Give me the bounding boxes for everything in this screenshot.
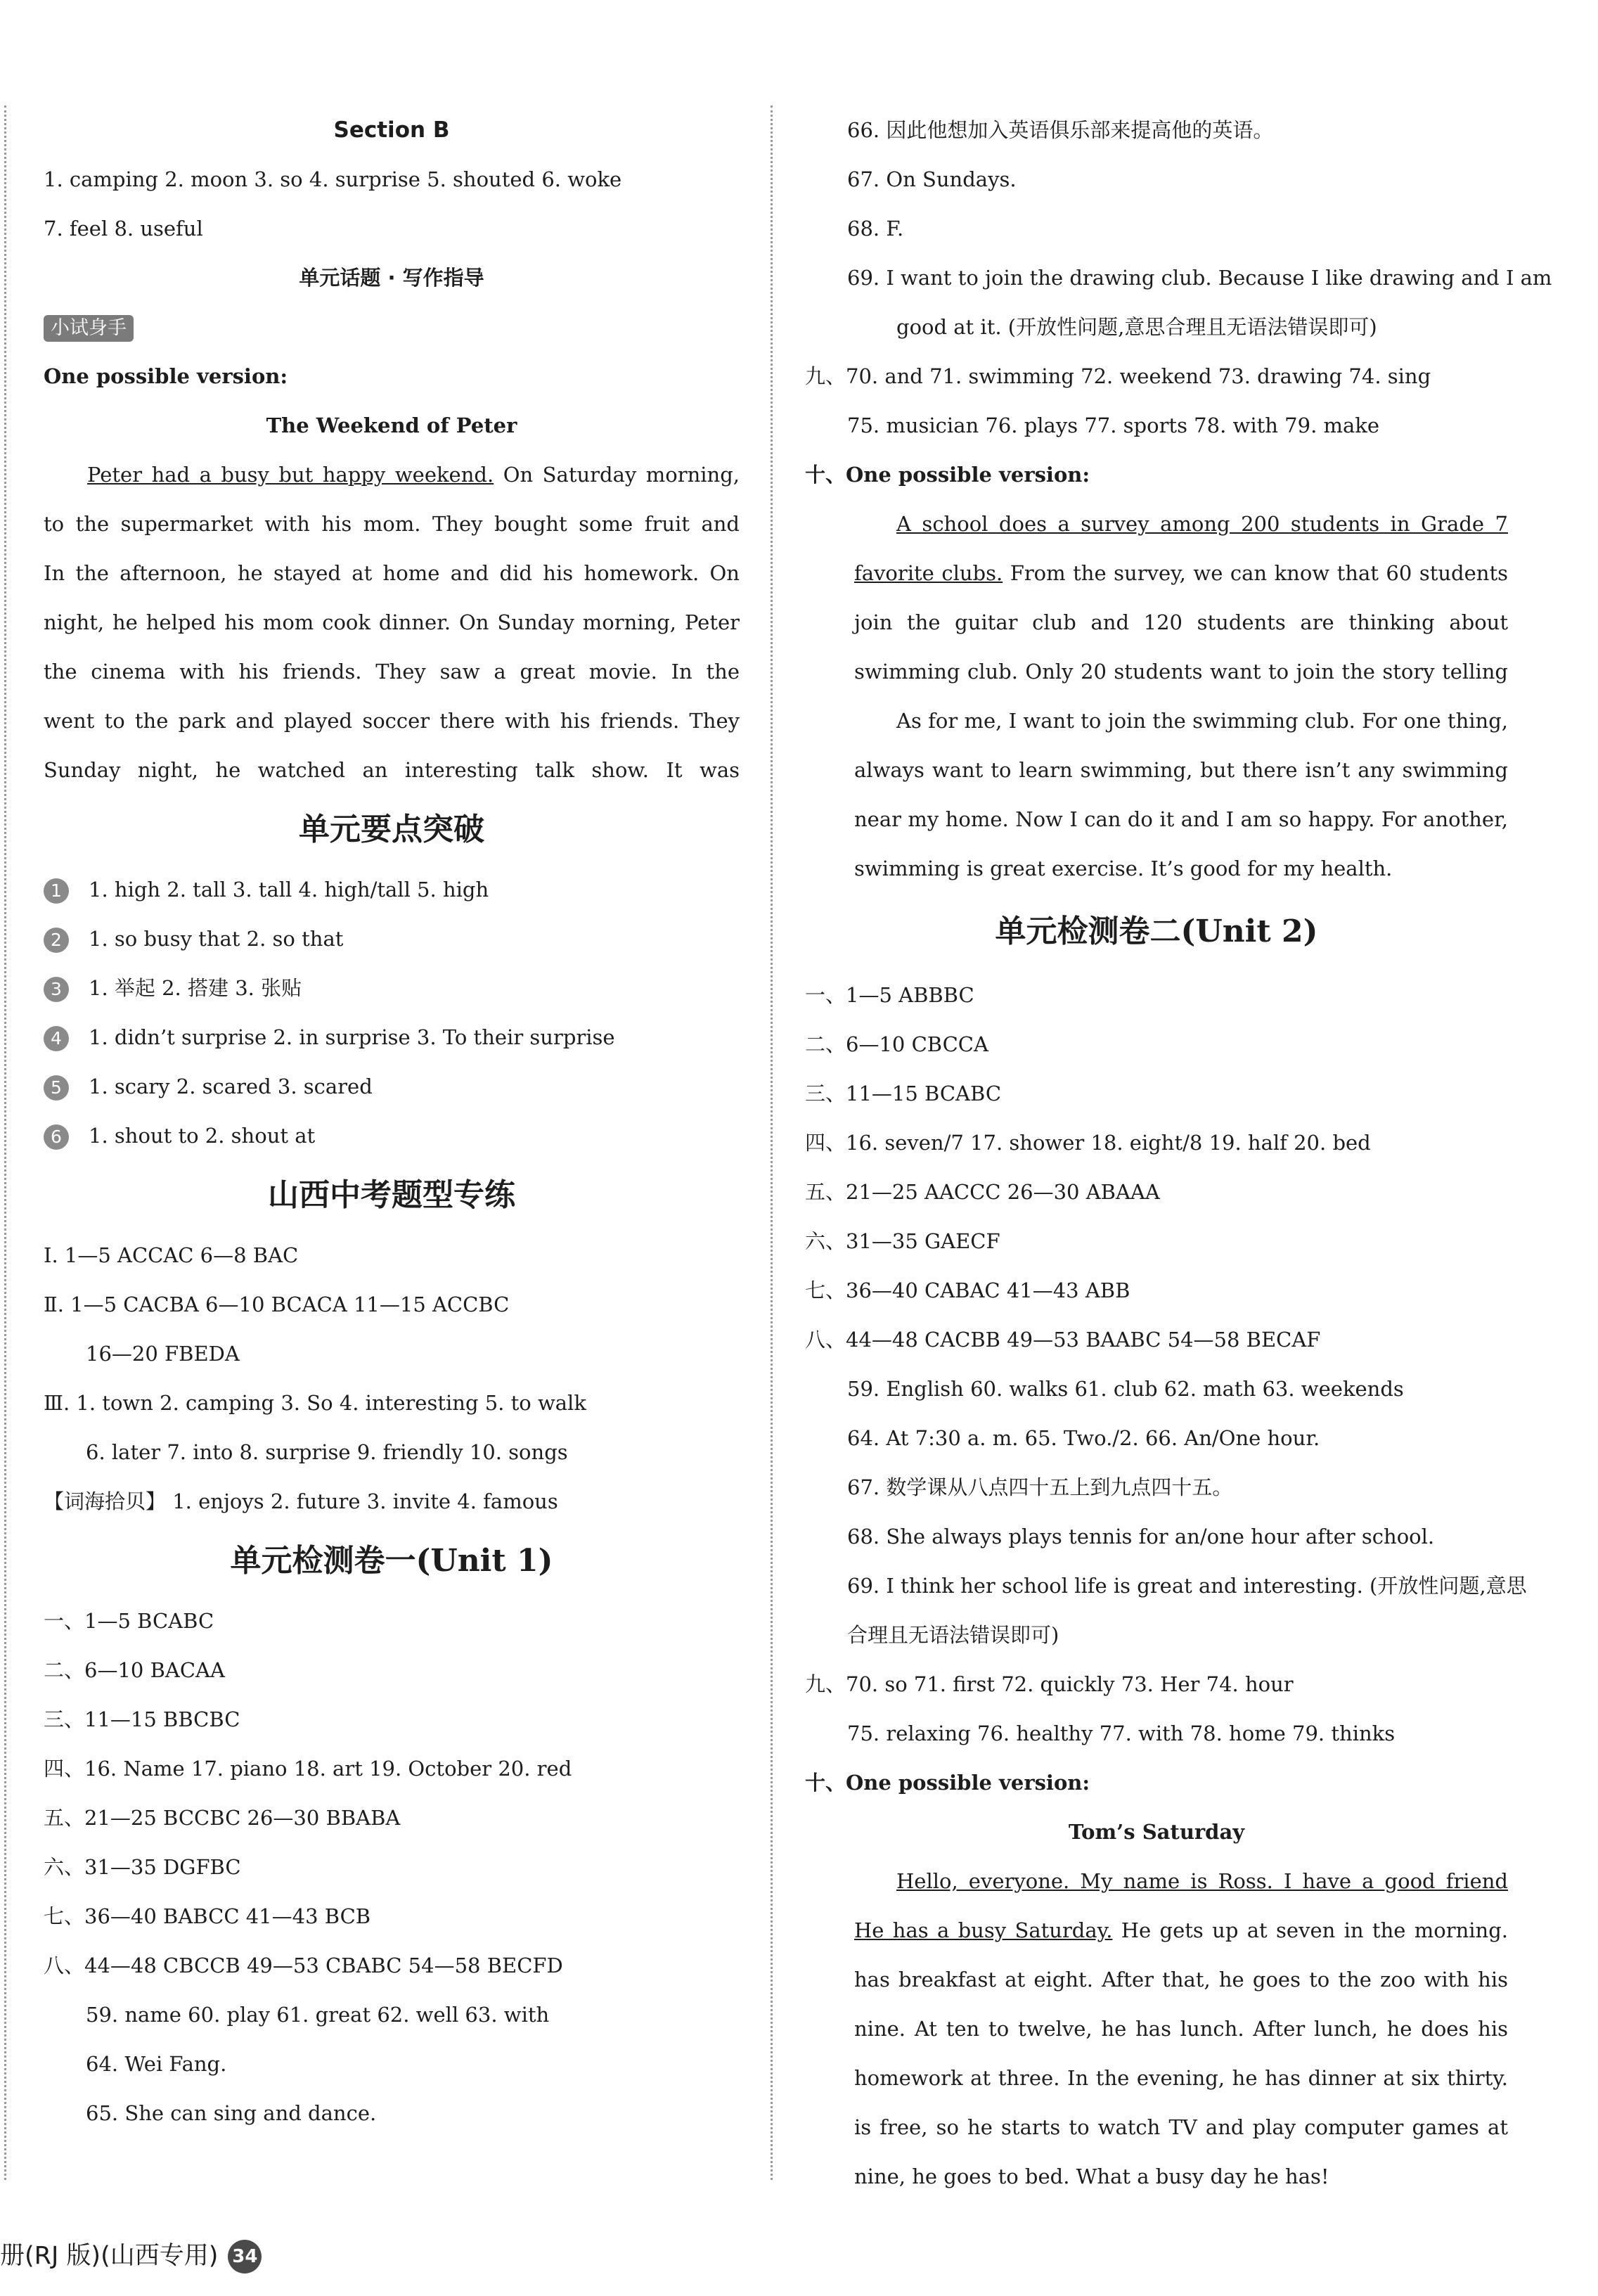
left-column bbox=[44, 105, 740, 2138]
answer-line: 75. musician 76. plays 77. sports 78. with 79. make bbox=[847, 413, 1380, 437]
answer-line: 一、1—5 ABBBC bbox=[805, 983, 974, 1007]
answer-line: 16—20 FBEDA bbox=[86, 1342, 240, 1366]
answer-line: 59. name 60. play 61. great 62. well 63. with bbox=[86, 2003, 550, 2027]
answer-line: 66. 因此他想加入英语俱乐部来提高他的英语。 bbox=[847, 118, 1274, 142]
answer-line: 六、31—35 DGFBC bbox=[44, 1855, 241, 1879]
answer-line: Ⅲ. 1. town 2. camping 3. So 4. interesting 5. to walk bbox=[44, 1391, 586, 1415]
answer-line: 65. She can sing and dance. bbox=[86, 2101, 377, 2125]
essay-line: to the supermarket with his mom. They bought some fruit and bbox=[44, 512, 740, 536]
keypoint-number-badge: 6 bbox=[44, 1124, 69, 1150]
essay-line: In the afternoon, he stayed at home and did his homework. On bbox=[44, 561, 740, 585]
essay-line: always want to learn swimming, but there isn’t any swimming bbox=[854, 758, 1508, 782]
answer-line: 59. English 60. walks 61. club 62. math 63. weekends bbox=[847, 1377, 1404, 1401]
essay-line: swimming club. Only 20 students want to join the story telling bbox=[854, 660, 1508, 684]
answer-line: 6. later 7. into 8. surprise 9. friendly 10. songs bbox=[86, 1440, 568, 1464]
essay-line: join the guitar club and 120 students are thinking about bbox=[854, 610, 1508, 634]
section-b-title: Section B bbox=[333, 117, 450, 143]
essay-line: is free, so he starts to watch TV and play computer games at bbox=[854, 2115, 1508, 2139]
column-divider bbox=[771, 105, 773, 2180]
essay-line: nine, he goes to bed. What a busy day he has! bbox=[854, 2164, 1329, 2188]
essay-line: near my home. Now I can do it and I am so happy. For another, bbox=[854, 807, 1508, 831]
essay-topic-sentence: Peter had a busy but happy weekend. bbox=[87, 463, 494, 487]
answer-line: 三、11—15 BCABC bbox=[805, 1082, 1002, 1105]
keypoint-number-badge: 5 bbox=[44, 1075, 69, 1101]
answer-line: good at it. (开放性问题,意思合理且无语法错误即可) bbox=[896, 315, 1377, 339]
answer-line: 64. Wei Fang. bbox=[86, 2052, 227, 2076]
answer-line: 合理且无语法错误即可) bbox=[847, 1623, 1059, 1647]
answer-line: 七、36—40 CABAC 41—43 ABB bbox=[805, 1278, 1130, 1302]
essay-line: the cinema with his friends. They saw a great movie. In the bbox=[44, 660, 740, 684]
answer-line: 【词海拾贝】 1. enjoys 2. future 3. invite 4. famous bbox=[44, 1489, 558, 1513]
keypoint-row: 2 1. so busy that 2. so that bbox=[44, 914, 740, 963]
section-b-line-1: 1. camping 2. moon 3. so 4. surprise 5. shouted 6. woke bbox=[44, 167, 622, 191]
answer-line: 一、1—5 BCABC bbox=[44, 1609, 214, 1633]
essay-line: went to the park and played soccer there with his friends. They bbox=[44, 709, 740, 733]
essay-line: has breakfast at eight. After that, he goes to the zoo with his bbox=[854, 1968, 1508, 1992]
keypoint-row: 6 1. shout to 2. shout at bbox=[44, 1111, 740, 1160]
answer-line: 67. 数学课从八点四十五上到九点四十五。 bbox=[847, 1475, 1233, 1499]
answer-line: 八、44—48 CACBB 49—53 BAABC 54—58 BECAF bbox=[805, 1328, 1321, 1352]
answer-line: 六、31—35 GAECF bbox=[805, 1229, 1000, 1253]
answer-line: 四、16. Name 17. piano 18. art 19. October 20. red bbox=[44, 1757, 572, 1781]
essay-line: As for me, I want to join the swimming club. For one thing, bbox=[896, 709, 1508, 733]
answer-line: Ⅰ. 1—5 ACCAC 6—8 BAC bbox=[44, 1243, 299, 1267]
answer-line: 69. I want to join the drawing club. Because I like drawing and I am bbox=[847, 266, 1552, 290]
essay-line: Hello, everyone. My name is Ross. I have a good friend bbox=[896, 1869, 1508, 1893]
answer-line: 68. F. bbox=[847, 217, 904, 240]
answer-line: 八、44—48 CBCCB 49—53 CBABC 54—58 BECFD bbox=[44, 1954, 563, 1977]
keypoint-number-badge: 3 bbox=[44, 977, 69, 1002]
page-footer bbox=[0, 2236, 262, 2273]
essay-line: swimming is great exercise. It’s good for my health. bbox=[854, 857, 1393, 880]
keypoint-number-badge: 1 bbox=[44, 878, 69, 904]
practice-tag: 小试身手 bbox=[44, 315, 134, 342]
answer-line: 69. I think her school life is great and interesting. (开放性问题,意思 bbox=[847, 1574, 1527, 1598]
answer-line: 五、21—25 BCCBC 26—30 BBABA bbox=[44, 1806, 401, 1830]
answer-line: 三、11—15 BBCBC bbox=[44, 1707, 240, 1731]
footer-book-label: 册(RJ 版)(山西专用) bbox=[0, 2242, 219, 2270]
keypoint-number-badge: 2 bbox=[44, 928, 69, 953]
keypoint-row: 4 1. didn’t surprise 2. in surprise 3. To their surprise bbox=[44, 1013, 740, 1062]
answer-line: 二、6—10 BACAA bbox=[44, 1658, 225, 1682]
version-label: One possible version: bbox=[44, 364, 288, 388]
keypoint-number-badge: 4 bbox=[44, 1026, 69, 1051]
essay-line: A school does a survey among 200 students in Grade 7 bbox=[896, 512, 1508, 536]
keypoint-row: 3 1. 举起 2. 搭建 3. 张贴 bbox=[44, 963, 740, 1013]
essay2-title: Tom’s Saturday bbox=[1068, 1820, 1245, 1844]
ten2-version-label: 十、One possible version: bbox=[805, 1771, 1090, 1795]
answer-line: 67. On Sundays. bbox=[847, 167, 1017, 191]
essay-line: homework at three. In the evening, he has dinner at six thirty. bbox=[854, 2066, 1508, 2090]
essay-line: nine. At ten to twelve, he has lunch. After lunch, he does his bbox=[854, 2017, 1508, 2041]
essay-line: He has a busy Saturday. He gets up at seven in the morning. bbox=[854, 1918, 1508, 1942]
unit1-test-title: 单元检测卷一(Unit 1) bbox=[230, 1543, 553, 1579]
right-column bbox=[805, 105, 1552, 2201]
answer-line: 四、16. seven/7 17. shower 18. eight/8 19. half 20. bed bbox=[805, 1131, 1371, 1155]
answer-line: 68. She always plays tennis for an/one hour after school. bbox=[847, 1525, 1435, 1548]
essay-line: Peter had a busy but happy weekend. On Saturday morning, bbox=[87, 463, 740, 487]
keypoints-title: 单元要点突破 bbox=[299, 812, 484, 847]
unit2-test-title: 单元检测卷二(Unit 2) bbox=[995, 913, 1318, 949]
keypoint-row: 5 1. scary 2. scared 3. scared bbox=[44, 1062, 740, 1111]
keypoint-row: 1 1. high 2. tall 3. tall 4. high/tall 5. high bbox=[44, 865, 740, 914]
left-margin-divider bbox=[4, 105, 6, 2180]
answer-line: Ⅱ. 1—5 CACBA 6—10 BCACA 11—15 ACCBC bbox=[44, 1293, 510, 1316]
answer-line: 七、36—40 BABCC 41—43 BCB bbox=[44, 1904, 371, 1928]
answer-line: 75. relaxing 76. healthy 77. with 78. home 79. thinks bbox=[847, 1721, 1396, 1745]
answer-line: 九、70. and 71. swimming 72. weekend 73. drawing 74. sing bbox=[805, 364, 1431, 388]
answer-line: 64. At 7:30 a. m. 65. Two./2. 66. An/One hour. bbox=[847, 1426, 1320, 1450]
ten-version-label: 十、One possible version: bbox=[805, 463, 1090, 487]
essay-line: favorite clubs. From the survey, we can know that 60 students bbox=[854, 561, 1508, 585]
answer-line: 二、6—10 CBCCA bbox=[805, 1032, 988, 1056]
essay-line: night, he helped his mom cook dinner. On Sunday morning, Peter bbox=[44, 610, 740, 634]
page-number-badge: 34 bbox=[228, 2240, 262, 2273]
writing-guide-title: 单元话题 · 写作指导 bbox=[299, 266, 484, 290]
essay-line: Sunday night, he watched an interesting talk show. It was bbox=[44, 758, 740, 782]
answer-line: 九、70. so 71. first 72. quickly 73. Her 74. hour bbox=[805, 1672, 1294, 1696]
essay-title: The Weekend of Peter bbox=[266, 413, 517, 437]
shanxi-practice-title: 山西中考题型专练 bbox=[268, 1177, 515, 1213]
answer-line: 五、21—25 AACCC 26—30 ABAAA bbox=[805, 1180, 1160, 1204]
section-b-line-2: 7. feel 8. useful bbox=[44, 217, 203, 240]
